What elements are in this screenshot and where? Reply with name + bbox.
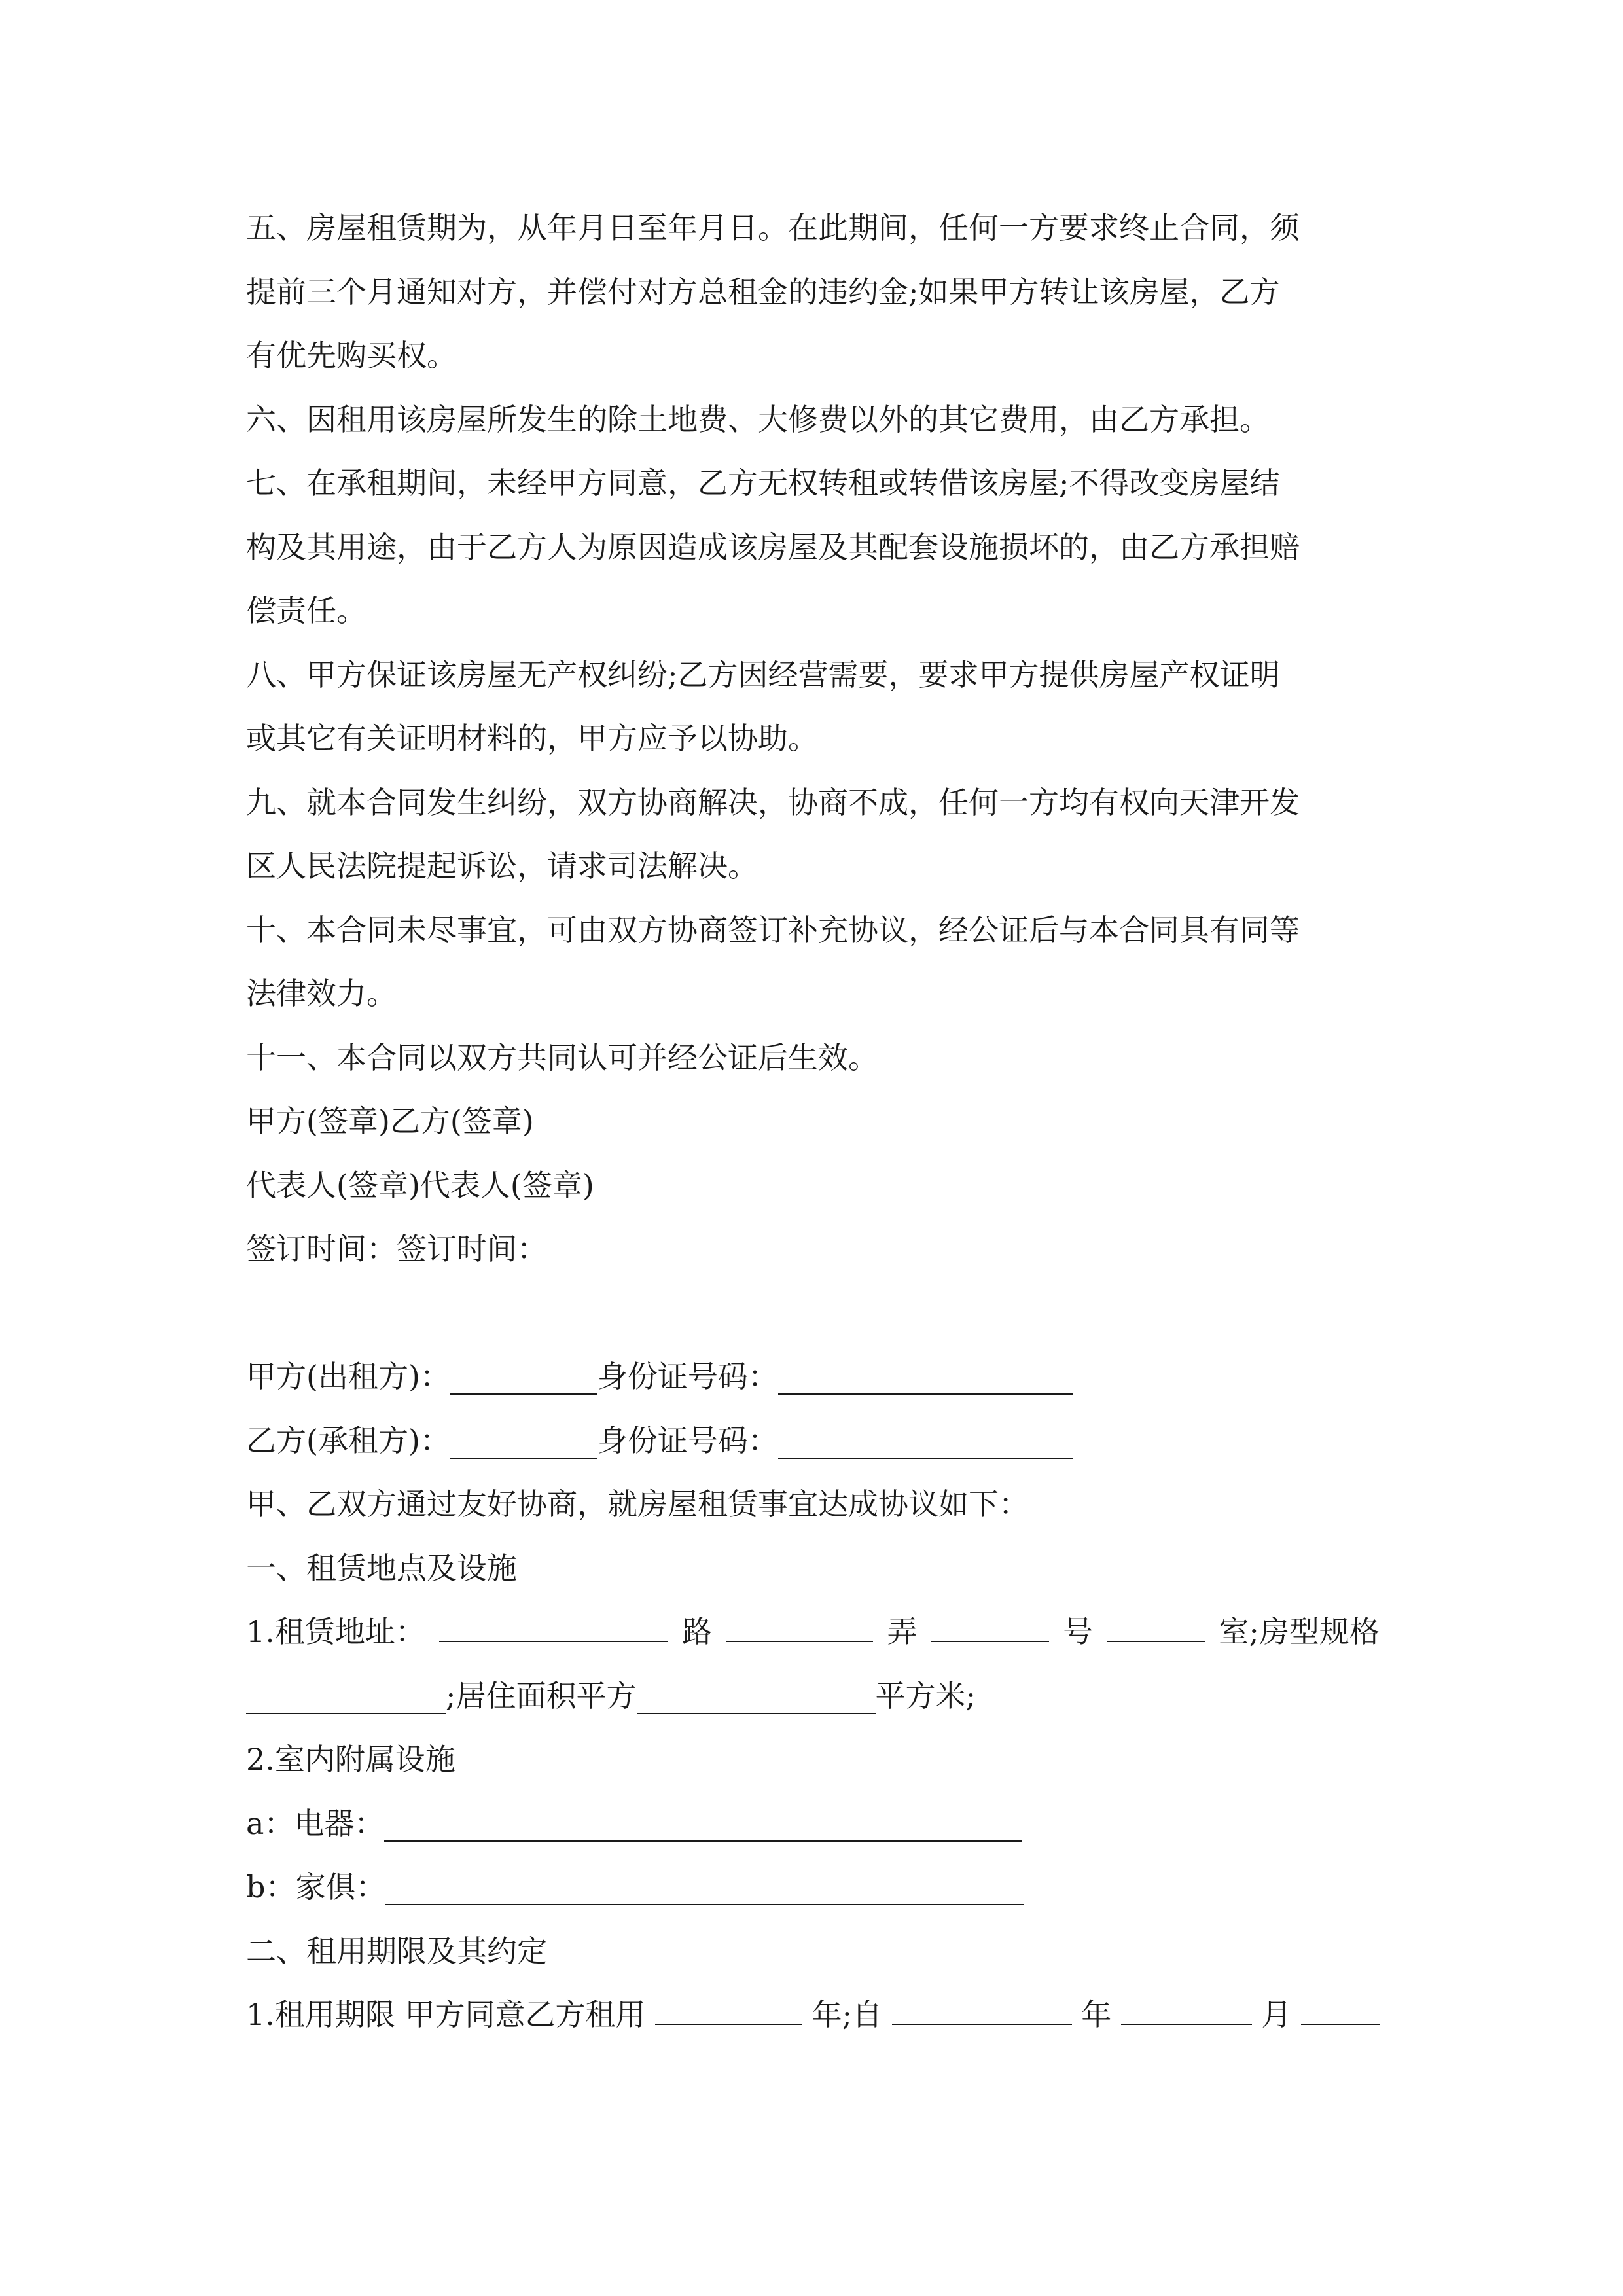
start-day-blank[interactable]: [1301, 1987, 1380, 2025]
start-year-blank[interactable]: [892, 1987, 1072, 2025]
term-row: [246, 1983, 1380, 2047]
appliances-blank[interactable]: [384, 1804, 1022, 1842]
lessee-name-blank[interactable]: [450, 1421, 597, 1459]
appliances-row: [246, 1792, 1380, 1856]
lane-blank[interactable]: [726, 1604, 873, 1642]
signature-line-party: 甲方(签章)乙方(签章): [246, 1103, 534, 1139]
furniture-label: b：家俱：: [246, 1869, 386, 1905]
lessor-id-blank[interactable]: [778, 1357, 1073, 1395]
signature-line-representative: 代表人(签章)代表人(签章): [246, 1167, 594, 1203]
area-blank[interactable]: [637, 1676, 876, 1714]
furniture-row: [246, 1856, 1380, 1920]
appliances-label: a：电器：: [246, 1805, 385, 1841]
document-body: [246, 196, 1380, 2047]
text-line: 或其它有关证明材料的，甲方应予以协助。: [246, 721, 818, 756]
text-line: 五、房屋租赁期为，从年月日至年月日。在此期间，任何一方要求终止合同，须: [246, 210, 1300, 245]
text-line: 提前三个月通知对方，并偿付对方总租金的违约金;如果甲方转让该房屋，乙方: [246, 274, 1280, 310]
text-line: 十、本合同未尽事宜，可由双方协商签订补充协议，经公证后与本合同具有同等: [246, 912, 1300, 948]
room-label: 室;房型规格: [1219, 1614, 1380, 1649]
lessor-name-blank[interactable]: [450, 1357, 597, 1395]
text-line: 区人民法院提起诉讼，请求司法解决。: [246, 848, 758, 884]
text-line: 六、因租用该房屋所发生的除土地费、大修费以外的其它费用，由乙方承担。: [246, 401, 1270, 437]
number-blank[interactable]: [931, 1604, 1049, 1642]
area-unit: 平方米;: [875, 1677, 976, 1713]
room-type-blank[interactable]: [246, 1676, 446, 1714]
section1-heading: 一、租赁地点及设施: [246, 1550, 517, 1586]
road-label: 路: [682, 1614, 713, 1649]
facilities-heading: 2.室内附属设施: [246, 1742, 455, 1777]
lessee-label: 乙方(承租方)：: [246, 1422, 450, 1458]
text-line: 法律效力。: [246, 976, 397, 1011]
text-line: 七、在承租期间，未经甲方同意，乙方无权转租或转借该房屋;不得改变房屋结: [246, 465, 1280, 501]
signature-line-date: 签订时间：签订时间：: [246, 1231, 547, 1266]
section-gap: [246, 1282, 1380, 1346]
start-month-blank[interactable]: [1121, 1987, 1252, 2025]
start-year-label: 年: [1081, 1997, 1112, 2032]
lessee-id-label: 身份证号码：: [597, 1422, 778, 1458]
address-row: [246, 1600, 1380, 1664]
term-year-label: 年;自: [812, 1997, 883, 2032]
text-line: 十一、本合同以双方共同认可并经公证后生效。: [246, 1039, 878, 1075]
number-label: 号: [1063, 1614, 1094, 1649]
term-years-blank[interactable]: [655, 1987, 802, 2025]
text-line: 构及其用途，由于乙方人为原因造成该房屋及其配套设施损坏的，由乙方承担赔: [246, 529, 1300, 565]
agreement-intro: 甲、乙双方通过友好协商，就房屋租赁事宜达成协议如下：: [246, 1486, 1029, 1522]
lane-label: 弄: [887, 1614, 918, 1649]
text-line: 偿责任。: [246, 593, 366, 628]
area-row: [246, 1664, 1380, 1729]
text-line: 有优先购买权。: [246, 338, 457, 373]
lessee-row: [246, 1409, 1380, 1473]
room-blank[interactable]: [1107, 1604, 1205, 1642]
text-line: 九、就本合同发生纠纷，双方协商解决，协商不成，任何一方均有权向天津开发: [246, 784, 1300, 820]
lessor-id-label: 身份证号码：: [597, 1359, 778, 1394]
road-blank[interactable]: [439, 1604, 668, 1642]
lessor-row: [246, 1345, 1380, 1409]
section2-heading: 二、租用期限及其约定: [246, 1933, 547, 1969]
text-line: 八、甲方保证该房屋无产权纠纷;乙方因经营需要，要求甲方提供房屋产权证明: [246, 656, 1280, 692]
lessor-label: 甲方(出租方)：: [246, 1359, 450, 1394]
address-label: 1.租赁地址：: [246, 1614, 425, 1649]
area-label: ;居住面积平方: [446, 1677, 637, 1713]
term-label: 1.租用期限 甲方同意乙方租用: [246, 1997, 646, 2032]
lessee-id-blank[interactable]: [778, 1421, 1073, 1459]
furniture-blank[interactable]: [385, 1867, 1024, 1905]
start-month-label: 月: [1261, 1997, 1292, 2032]
